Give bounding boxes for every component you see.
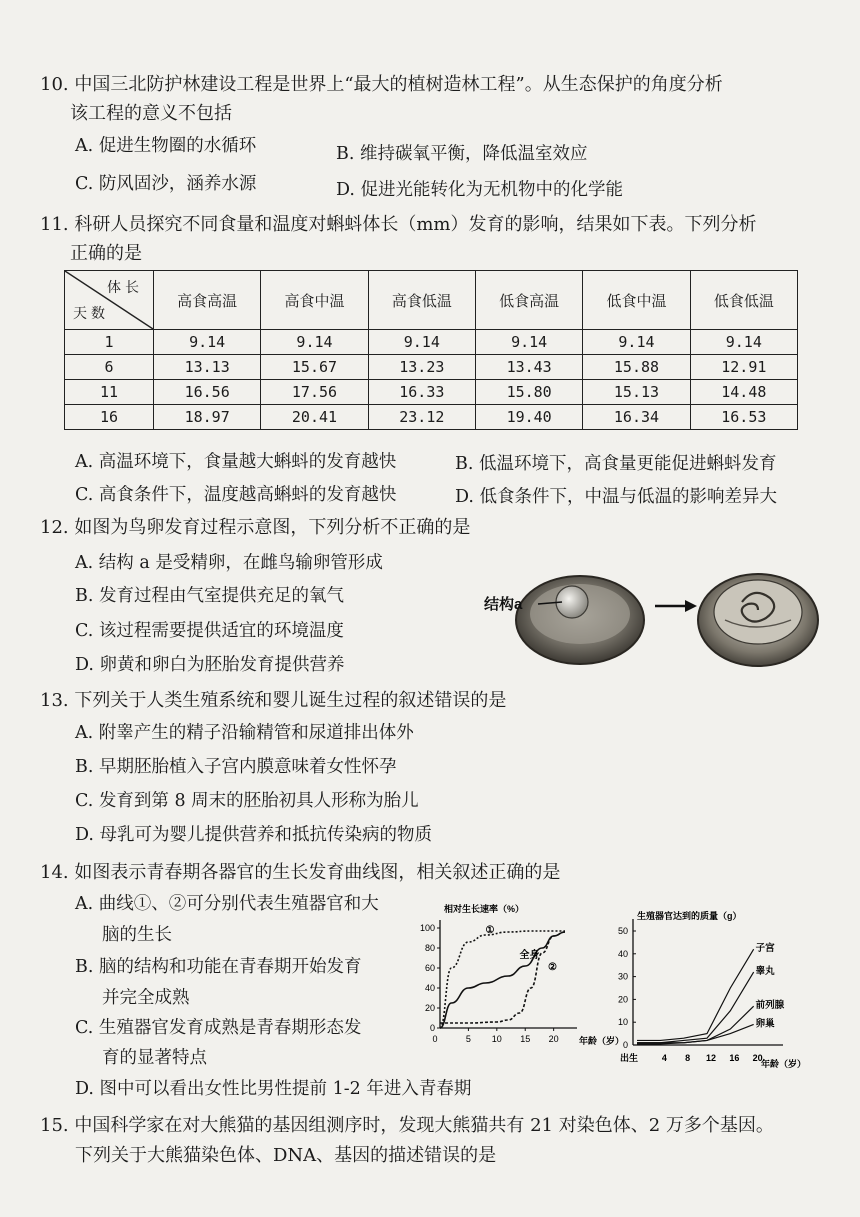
- table-cell: 20.41: [261, 405, 368, 430]
- q13-option-a: A. 附睾产生的精子沿输精管和尿道排出体外: [75, 723, 414, 743]
- q14-option-d: D. 图中可以看出女性比男性提前 1-2 年进入青春期: [75, 1079, 472, 1099]
- series-label-2: 睾丸: [755, 966, 775, 978]
- q10-stem-line2: 该工程的意义不包括: [70, 103, 232, 124]
- table-cell: 19.40: [475, 405, 582, 430]
- table-cell: 15.67: [261, 355, 368, 380]
- x-tick-label: 15: [520, 1034, 531, 1044]
- table-row: [65, 380, 798, 405]
- q14-option-a-line1: A. 曲线①、②可分别代表生殖器官和大: [75, 894, 379, 914]
- table-cell: 16.56: [154, 380, 261, 405]
- tadpole-table: [64, 270, 798, 430]
- table-row: [65, 405, 798, 430]
- table-header: 低食低温: [690, 271, 797, 330]
- q12-option-d: D. 卵黄和卵白为胚胎发育提供营养: [75, 655, 345, 675]
- series-label-1: ①: [485, 925, 495, 936]
- table-cell: 15.13: [583, 380, 690, 405]
- q15-stem-line2: 下列关于大熊猫染色体、DNA、基因的描述错误的是: [75, 1145, 497, 1166]
- q10-option-c: C. 防风固沙，涵养水源: [75, 174, 257, 194]
- table-header: 高食高温: [154, 271, 261, 330]
- y-axis-label: 生殖器官达到的质量（g）: [637, 911, 742, 921]
- table-cell: 9.14: [261, 330, 368, 355]
- series-label-3: 前列腺: [755, 1000, 785, 1012]
- table-cell: 12.91: [690, 355, 797, 380]
- series-label-4: 卵巢: [755, 1018, 775, 1030]
- x-tick-label: 20: [548, 1034, 559, 1044]
- q10-stem-line1: 10. 中国三北防护林建设工程是世界上“最大的植树造林工程”。从生态保护的角度分析: [40, 74, 723, 95]
- q14-stem: 14. 如图表示青春期各器官的生长发育曲线图，相关叙述正确的是: [40, 862, 561, 883]
- q14-option-a-line2: 脑的生长: [102, 925, 172, 945]
- y-tick-label: 40: [424, 983, 435, 993]
- q13-option-c: C. 发育到第 8 周末的胚胎初具人形称为胎儿: [75, 791, 419, 811]
- x-axis-label: 年龄（岁）: [579, 1036, 625, 1046]
- corner-top-label: 体长: [107, 280, 143, 296]
- q13-stem: 13. 下列关于人类生殖系统和婴儿诞生过程的叙述错误的是: [40, 690, 507, 711]
- y-tick-label: 20: [617, 994, 628, 1005]
- series-line-2: [637, 972, 754, 1043]
- egg-development-figure: [480, 562, 820, 674]
- table-cell: 6: [65, 355, 154, 380]
- q11-stem-line1: 11. 科研人员探究不同食量和温度对蝌蚪体长（mm）发育的影响，结果如下表。下列分析: [40, 214, 757, 235]
- q10-option-b: B. 维持碳氧平衡，降低温室效应: [336, 144, 588, 164]
- q12-option-a: A. 结构 a 是受精卵，在雌鸟输卵管形成: [75, 553, 383, 573]
- q13-option-d: D. 母乳可为婴儿提供营养和抵抗传染病的物质: [75, 825, 433, 845]
- table-row: [65, 330, 798, 355]
- x-tick-label: 12: [705, 1053, 717, 1063]
- x-tick-label: 20: [752, 1053, 763, 1063]
- y-tick-label: 20: [424, 1003, 435, 1013]
- series-label-2: 全身: [519, 950, 540, 961]
- x-tick-label: 0: [432, 1034, 438, 1044]
- table-header: 低食高温: [475, 271, 582, 330]
- table-cell: 18.97: [154, 405, 261, 430]
- table-cell: 23.12: [368, 405, 475, 430]
- y-tick-label: 60: [424, 963, 435, 973]
- table-header-row: [65, 271, 798, 330]
- embryo-sac: [714, 580, 802, 644]
- corner-bottom-label: 天数: [73, 306, 109, 322]
- table-cell: 13.13: [154, 355, 261, 380]
- table-header: 高食低温: [368, 271, 475, 330]
- table-cell: 1: [65, 330, 154, 355]
- y-tick-label: 50: [617, 926, 628, 936]
- table-row: [65, 355, 798, 380]
- q14-option-b-line2: 并完全成熟: [102, 988, 190, 1008]
- x-tick-label: 10: [491, 1034, 502, 1044]
- series-label-1: 子宫: [755, 943, 775, 955]
- table-cell: 16.33: [368, 380, 475, 405]
- table-cell: 11: [65, 380, 154, 405]
- relative-growth-chart: [410, 898, 625, 1070]
- q11-option-c: C. 高食条件下，温度越高蝌蚪的发育越快: [75, 485, 397, 505]
- development-arrow-head: [685, 600, 697, 612]
- q15-stem-line1: 15. 中国科学家在对大熊猫的基因组测序时，发现大熊猫共有 21 对染色体、2 万多个基因。: [40, 1115, 774, 1136]
- table-cell: 16.34: [583, 405, 690, 430]
- y-tick-label: 0: [429, 1023, 435, 1033]
- x-axis-label: 年龄（岁）: [761, 1059, 807, 1069]
- q14-option-c-line1: C. 生殖器官发育成熟是青春期形态发: [75, 1018, 362, 1038]
- q10-option-a: A. 促进生物圈的水循环: [75, 136, 257, 156]
- y-tick-label: 100: [419, 923, 435, 933]
- x-tick-label: 16: [729, 1053, 740, 1063]
- q12-stem: 12. 如图为鸟卵发育过程示意图，下列分析不正确的是: [40, 517, 471, 538]
- table-cell: 13.43: [475, 355, 582, 380]
- table-cell: 15.88: [583, 355, 690, 380]
- q12-option-c: C. 该过程需要提供适宜的环境温度: [75, 621, 344, 641]
- y-tick-label: 40: [617, 948, 628, 959]
- q11-option-b: B. 低温环境下，高食量更能促进蝌蚪发育: [455, 454, 777, 474]
- table-cell: 9.14: [475, 330, 582, 355]
- q11-stem-line2: 正确的是: [70, 243, 142, 264]
- q11-option-d: D. 低食条件下，中温与低温的影响差异大: [455, 487, 778, 507]
- y-axis-label: 相对生长速率（%）: [444, 904, 525, 914]
- q14-option-c-line2: 育的显著特点: [102, 1048, 207, 1068]
- q10-option-d: D. 促进光能转化为无机物中的化学能: [336, 180, 624, 200]
- table-cell: 14.48: [690, 380, 797, 405]
- table-header: 低食中温: [583, 271, 690, 330]
- x-tick-label: 8: [685, 1053, 691, 1063]
- table-cell: 16: [65, 405, 154, 430]
- table-cell: 9.14: [368, 330, 475, 355]
- q13-option-b: B. 早期胚胎植入子宫内膜意味着女性怀孕: [75, 757, 397, 777]
- table-corner-cell: [65, 271, 154, 330]
- x-tick-label: 5: [465, 1034, 471, 1044]
- q12-option-b: B. 发育过程由气室提供充足的氧气: [75, 586, 344, 606]
- table-cell: 17.56: [261, 380, 368, 405]
- series-line-2: [440, 932, 565, 1028]
- table-cell: 16.53: [690, 405, 797, 430]
- series-label-3: ②: [547, 962, 557, 973]
- reproductive-organ-mass-chart: [605, 905, 810, 1077]
- y-tick-label: 0: [622, 1040, 628, 1050]
- structure-a-label: 结构a: [484, 596, 523, 613]
- table-cell: 9.14: [154, 330, 261, 355]
- table-cell: 15.80: [475, 380, 582, 405]
- x-tick-label: 出生: [619, 1053, 639, 1063]
- series-line-1: [637, 949, 754, 1040]
- table-cell: 13.23: [368, 355, 475, 380]
- y-tick-label: 80: [424, 943, 435, 953]
- table-cell: 9.14: [690, 330, 797, 355]
- y-tick-label: 10: [617, 1017, 628, 1028]
- table-cell: 9.14: [583, 330, 690, 355]
- table-header: 高食中温: [261, 271, 368, 330]
- y-tick-label: 30: [617, 971, 628, 982]
- x-tick-label: 4: [661, 1053, 667, 1063]
- series-line-3: [637, 1006, 754, 1042]
- q14-option-b-line1: B. 脑的结构和功能在青春期开始发育: [75, 957, 362, 977]
- q11-option-a: A. 高温环境下，食量越大蝌蚪的发育越快: [75, 452, 397, 472]
